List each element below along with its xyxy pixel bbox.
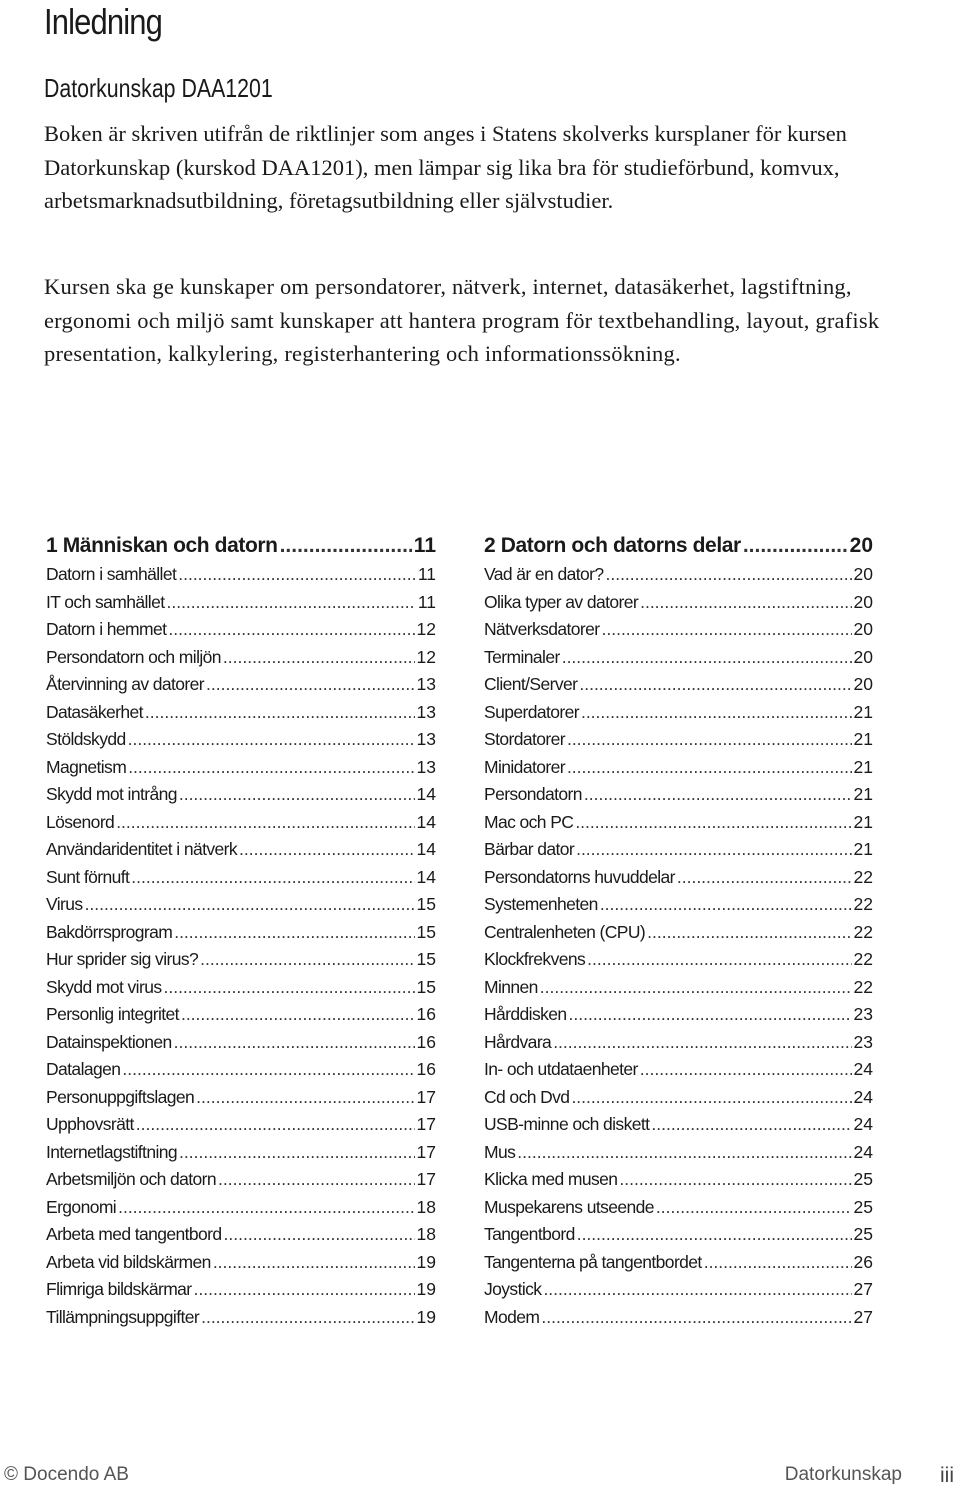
toc-page-number: 13 xyxy=(416,756,436,777)
toc-dot-leader xyxy=(677,867,852,888)
toc-dot-leader xyxy=(131,867,414,888)
toc-page-number: 14 xyxy=(416,866,436,887)
toc-entry xyxy=(46,564,436,592)
toc-entry xyxy=(46,784,436,812)
toc-page-number: 11 xyxy=(417,591,436,612)
toc-page-number: 20 xyxy=(853,564,873,584)
toc-page-number: 21 xyxy=(853,784,873,804)
toc-dot-leader xyxy=(571,1087,851,1108)
toc-page-number: 14 xyxy=(416,784,436,804)
toc-dot-leader xyxy=(619,1169,851,1190)
toc-entry xyxy=(46,1169,436,1197)
toc-dot-leader xyxy=(122,1059,414,1080)
toc-page-number: 20 xyxy=(853,674,873,694)
toc-entry-label: Skydd mot virus xyxy=(46,976,162,997)
toc-chapter-label: 2 Datorn och datorns delar xyxy=(484,534,741,557)
toc-page-number: 15 xyxy=(416,921,436,942)
footer-page-number: iii xyxy=(940,1464,954,1487)
toc-entry xyxy=(484,702,873,730)
toc-entry xyxy=(46,702,436,730)
toc-entry xyxy=(484,1224,873,1252)
toc-page-number: 15 xyxy=(416,894,436,914)
toc-entry-label: Klicka med musen xyxy=(484,1169,618,1189)
toc-entry-label: IT och samhället xyxy=(46,591,165,612)
toc-entry xyxy=(46,977,436,1005)
toc-dot-leader xyxy=(605,564,851,585)
toc-entry-label: Personuppgiftslagen xyxy=(46,1086,195,1107)
toc-entry xyxy=(484,1197,873,1225)
toc-entry-label: Upphovsrätt xyxy=(46,1114,134,1134)
toc-page-number: 22 xyxy=(853,949,873,969)
toc-entry xyxy=(46,867,436,895)
toc-entry-label: Persondatorn och miljön xyxy=(46,646,221,667)
toc-chapter-heading xyxy=(484,534,873,564)
toc-dot-leader xyxy=(218,1169,414,1190)
toc-dot-leader xyxy=(163,977,414,998)
toc-dot-leader xyxy=(206,674,415,695)
toc-entry-label: Centralenheten (CPU) xyxy=(484,921,646,942)
toc-entry-label: Skydd mot intrång xyxy=(46,784,177,804)
toc-entry-label: Tillämpningsuppgifter xyxy=(46,1306,200,1327)
toc-entry-label: Mac och PC xyxy=(484,811,574,832)
toc-page-number: 17 xyxy=(416,1169,436,1189)
toc-column-right xyxy=(484,534,873,1334)
toc-entry xyxy=(484,839,873,867)
toc-dot-leader xyxy=(136,1114,415,1135)
toc-entry xyxy=(46,922,436,950)
toc-entry-label: Hårdvara xyxy=(484,1031,552,1052)
toc-column-left xyxy=(46,534,436,1334)
toc-page-number: 17 xyxy=(416,1141,436,1162)
toc-entry xyxy=(46,619,436,647)
toc-dot-leader xyxy=(602,619,852,640)
toc-entry-label: USB-minne och diskett xyxy=(484,1114,650,1134)
toc-entry xyxy=(484,784,873,812)
toc-page-number: 18 xyxy=(416,1196,436,1217)
toc-dot-leader xyxy=(579,674,851,695)
toc-dot-leader xyxy=(174,1032,415,1053)
toc-entry-label: Arbeta med tangentbord xyxy=(46,1224,222,1244)
toc-dot-leader xyxy=(704,1252,852,1273)
toc-entry-label: Datainspektionen xyxy=(46,1031,172,1052)
toc-dot-leader xyxy=(128,757,414,778)
toc-entry xyxy=(46,1032,436,1060)
toc-entry xyxy=(46,1252,436,1280)
toc-page-number: 23 xyxy=(853,1031,873,1052)
toc-entry xyxy=(484,1059,873,1087)
toc-entry xyxy=(46,894,436,922)
toc-entry xyxy=(484,977,873,1005)
footer-book-title: Datorkunskap xyxy=(784,1464,902,1485)
toc-dot-leader xyxy=(174,922,414,943)
toc-dot-leader xyxy=(223,647,415,668)
toc-page-number: 20 xyxy=(853,591,873,612)
toc-entry-label: Persondatorns huvuddelar xyxy=(484,866,675,887)
toc-entry-label: Datasäkerhet xyxy=(46,701,143,722)
toc-page-number: 21 xyxy=(853,701,873,722)
toc-dot-leader xyxy=(562,647,852,668)
toc-dot-leader xyxy=(128,729,415,750)
toc-entry xyxy=(484,647,873,675)
toc-page-number: 25 xyxy=(853,1224,873,1244)
toc-entry xyxy=(46,729,436,757)
toc-entry xyxy=(484,1004,873,1032)
toc-dot-leader xyxy=(600,894,852,915)
toc-entry xyxy=(484,729,873,757)
toc-dot-leader xyxy=(567,729,852,750)
toc-dot-leader xyxy=(577,1224,852,1245)
toc-entry xyxy=(46,592,436,620)
toc-entry xyxy=(484,1169,873,1197)
toc-dot-leader xyxy=(213,1252,415,1273)
toc-dot-leader xyxy=(280,534,412,558)
toc-page-number: 17 xyxy=(416,1086,436,1107)
page-title: Inledning xyxy=(44,1,162,42)
toc-entry xyxy=(484,1114,873,1142)
toc-entry xyxy=(46,1307,436,1335)
toc-entry-label: Magnetism xyxy=(46,756,127,777)
toc-entry xyxy=(484,1252,873,1280)
toc-entry-label: Minnen xyxy=(484,976,538,997)
toc-entry-label: Hur sprider sig virus? xyxy=(46,949,199,969)
toc-entry xyxy=(46,1087,436,1115)
toc-entry-label: Cd och Dvd xyxy=(484,1086,570,1107)
toc-dot-leader xyxy=(181,1004,415,1025)
toc-page-number: 15 xyxy=(416,976,436,997)
toc-dot-leader xyxy=(569,1004,852,1025)
toc-entry-label: Minidatorer xyxy=(484,756,565,777)
toc-dot-leader xyxy=(743,534,848,558)
toc-entry-label: Arbetsmiljön och datorn xyxy=(46,1169,217,1189)
toc-dot-leader xyxy=(166,592,415,613)
toc-entry xyxy=(46,757,436,785)
toc-chapter-heading xyxy=(46,534,436,564)
toc-page-number: 16 xyxy=(416,1031,436,1052)
toc-entry-label: Datalagen xyxy=(46,1059,121,1079)
toc-dot-leader xyxy=(201,1307,414,1328)
toc-entry xyxy=(46,812,436,840)
toc-page-number: 20 xyxy=(853,619,873,639)
intro-paragraph: Boken är skriven utifrån de riktlinjer som anges i Statens skolverks kursplaner för kursen Datorkunskap (kurskod DAA1201), men lämpar sig lika bra för studieförbund, komvux, arbetsmarknadsutbildning, företagsutbildning eller självstudier. xyxy=(44,121,847,213)
toc-entry-label: Klockfrekvens xyxy=(484,949,586,969)
toc-page-number: 11 xyxy=(417,564,436,584)
toc-entry-label: Användaridentitet i nätverk xyxy=(46,839,238,859)
toc-entry-label: Systemenheten xyxy=(484,894,598,914)
toc-entry xyxy=(484,592,873,620)
toc-dot-leader xyxy=(575,812,851,833)
toc-page-number: 24 xyxy=(853,1086,873,1107)
toc-entry xyxy=(46,1142,436,1170)
toc-page-number: 17 xyxy=(416,1114,436,1134)
toc-dot-leader xyxy=(118,1197,414,1218)
toc-dot-leader xyxy=(179,1142,415,1163)
section-subtitle: Datorkunskap DAA1201 xyxy=(44,73,273,103)
toc-entry xyxy=(46,1114,436,1142)
toc-entry xyxy=(46,1197,436,1225)
toc-page-number: 11 xyxy=(413,534,436,557)
toc-page-number: 13 xyxy=(416,729,436,749)
toc-entry-label: Hårddisken xyxy=(484,1004,567,1024)
toc-dot-leader xyxy=(543,1279,851,1300)
toc-dot-leader xyxy=(576,839,851,860)
toc-dot-leader xyxy=(517,1142,851,1163)
toc-entry xyxy=(484,949,873,977)
toc-entry-label: Personlig integritet xyxy=(46,1004,179,1024)
toc-entry xyxy=(484,564,873,592)
toc-page-number: 22 xyxy=(853,976,873,997)
toc-dot-leader xyxy=(239,839,415,860)
toc-page-number: 13 xyxy=(416,674,436,694)
toc-dot-leader xyxy=(581,702,852,723)
toc-dot-leader xyxy=(640,592,851,613)
toc-entry xyxy=(484,1142,873,1170)
toc-entry xyxy=(46,1224,436,1252)
toc-page-number: 24 xyxy=(853,1141,873,1162)
toc-entry xyxy=(484,1279,873,1307)
toc-entry xyxy=(484,674,873,702)
toc-page-number: 24 xyxy=(853,1059,873,1079)
toc-page-number: 27 xyxy=(853,1279,873,1299)
course-paragraph: Kursen ska ge kunskaper om persondatorer, nätverk, internet, datasäkerhet, lagstiftning, ergonomi och miljö samt kunskaper att hantera program för textbehandling, layout, grafisk presentation, kalkylering, registerhantering och informationssökning. xyxy=(44,274,880,366)
toc-entry-label: Mus xyxy=(484,1141,516,1162)
toc-entry xyxy=(484,757,873,785)
toc-entry xyxy=(46,674,436,702)
toc-page-number: 20 xyxy=(849,534,873,557)
toc-entry-label: Modem xyxy=(484,1306,540,1327)
toc-entry-label: Virus xyxy=(46,894,83,914)
toc-dot-leader xyxy=(640,1059,852,1080)
toc-entry-label: Vad är en dator? xyxy=(484,564,604,584)
toc-entry xyxy=(484,922,873,950)
toc-dot-leader xyxy=(541,1307,851,1328)
toc-entry-label: Lösenord xyxy=(46,811,115,832)
toc-entry xyxy=(484,867,873,895)
toc-dot-leader xyxy=(567,757,852,778)
toc-page-number: 12 xyxy=(416,619,436,639)
toc-dot-leader xyxy=(168,619,414,640)
toc-page-number: 19 xyxy=(416,1279,436,1299)
toc-entry-label: Muspekarens utseende xyxy=(484,1196,654,1217)
toc-entry-label: Arbeta vid bildskärmen xyxy=(46,1251,211,1272)
toc-dot-leader xyxy=(584,784,852,805)
toc-page-number: 21 xyxy=(853,839,873,859)
toc-dot-leader xyxy=(647,922,851,943)
toc-entry-label: Sunt förnuft xyxy=(46,866,130,887)
toc-page-number: 22 xyxy=(853,921,873,942)
toc-page-number: 23 xyxy=(853,1004,873,1024)
toc-page-number: 21 xyxy=(853,756,873,777)
toc-page-number: 16 xyxy=(416,1059,436,1079)
toc-page-number: 18 xyxy=(416,1224,436,1244)
toc-entry-label: Superdatorer xyxy=(484,701,579,722)
toc-page-number: 14 xyxy=(416,839,436,859)
toc-dot-leader xyxy=(656,1197,852,1218)
toc-entry-label: Tangentbord xyxy=(484,1224,575,1244)
toc-page-number: 21 xyxy=(853,729,873,749)
toc-dot-leader xyxy=(116,812,414,833)
toc-entry-label: Terminaler xyxy=(484,646,560,667)
toc-entry xyxy=(484,812,873,840)
toc-entry-label: Stordatorer xyxy=(484,729,565,749)
toc-entry-label: Bakdörrsprogram xyxy=(46,921,173,942)
toc-dot-leader xyxy=(194,1279,415,1300)
toc-page-number: 22 xyxy=(853,866,873,887)
toc-page-number: 25 xyxy=(853,1196,873,1217)
toc-entry-label: Flimriga bildskärmar xyxy=(46,1279,192,1299)
toc-entry xyxy=(484,894,873,922)
toc-entry xyxy=(484,1087,873,1115)
toc-dot-leader xyxy=(145,702,415,723)
toc-page-number: 19 xyxy=(416,1251,436,1272)
toc-dot-leader xyxy=(178,564,416,585)
toc-entry-label: Olika typer av datorer xyxy=(484,591,639,612)
toc-page-number: 13 xyxy=(416,701,436,722)
toc-page-number: 15 xyxy=(416,949,436,969)
toc-entry xyxy=(484,1032,873,1060)
toc-entry-label: Internetlagstiftning xyxy=(46,1141,178,1162)
toc-dot-leader xyxy=(540,977,852,998)
toc-entry xyxy=(484,619,873,647)
toc-page-number: 16 xyxy=(416,1004,436,1024)
toc-entry xyxy=(46,1004,436,1032)
toc-entry-label: Tangenterna på tangentbordet xyxy=(484,1251,702,1272)
toc-page-number: 24 xyxy=(853,1114,873,1134)
toc-page-number: 20 xyxy=(853,646,873,667)
toc-dot-leader xyxy=(587,949,851,970)
toc-dot-leader xyxy=(179,784,415,805)
toc-entry xyxy=(46,839,436,867)
toc-dot-leader xyxy=(651,1114,851,1135)
toc-entry-label: Bärbar dator xyxy=(484,839,575,859)
toc-page-number: 22 xyxy=(853,894,873,914)
toc-dot-leader xyxy=(224,1224,415,1245)
toc-entry xyxy=(46,1279,436,1307)
toc-entry xyxy=(46,647,436,675)
toc-page-number: 27 xyxy=(853,1306,873,1327)
toc-dot-leader xyxy=(196,1087,414,1108)
toc-entry-label: Persondatorn xyxy=(484,784,582,804)
toc-dot-leader xyxy=(200,949,414,970)
toc-entry-label: Stöldskydd xyxy=(46,729,126,749)
toc-entry-label: Joystick xyxy=(484,1279,542,1299)
toc-page-number: 21 xyxy=(853,811,873,832)
toc-entry-label: Ergonomi xyxy=(46,1196,117,1217)
footer-publisher: © Docendo AB xyxy=(4,1464,129,1485)
toc-dot-leader xyxy=(85,894,415,915)
toc-page-number: 12 xyxy=(416,646,436,667)
toc-entry-label: In- och utdataenheter xyxy=(484,1059,638,1079)
toc-entry-label: Nätverksdatorer xyxy=(484,619,600,639)
toc-entry xyxy=(484,1307,873,1335)
toc-dot-leader xyxy=(553,1032,851,1053)
toc-entry xyxy=(46,949,436,977)
toc-page-number: 26 xyxy=(853,1251,873,1272)
toc-page-number: 25 xyxy=(853,1169,873,1189)
toc-entry-label: Datorn i samhället xyxy=(46,564,177,584)
toc-page-number: 19 xyxy=(416,1306,436,1327)
toc-entry-label: Datorn i hemmet xyxy=(46,619,167,639)
toc-page-number: 14 xyxy=(416,811,436,832)
toc-chapter-label: 1 Människan och datorn xyxy=(46,534,278,557)
toc-entry-label: Återvinning av datorer xyxy=(46,674,205,694)
toc-entry-label: Client/Server xyxy=(484,674,578,694)
toc-entry xyxy=(46,1059,436,1087)
